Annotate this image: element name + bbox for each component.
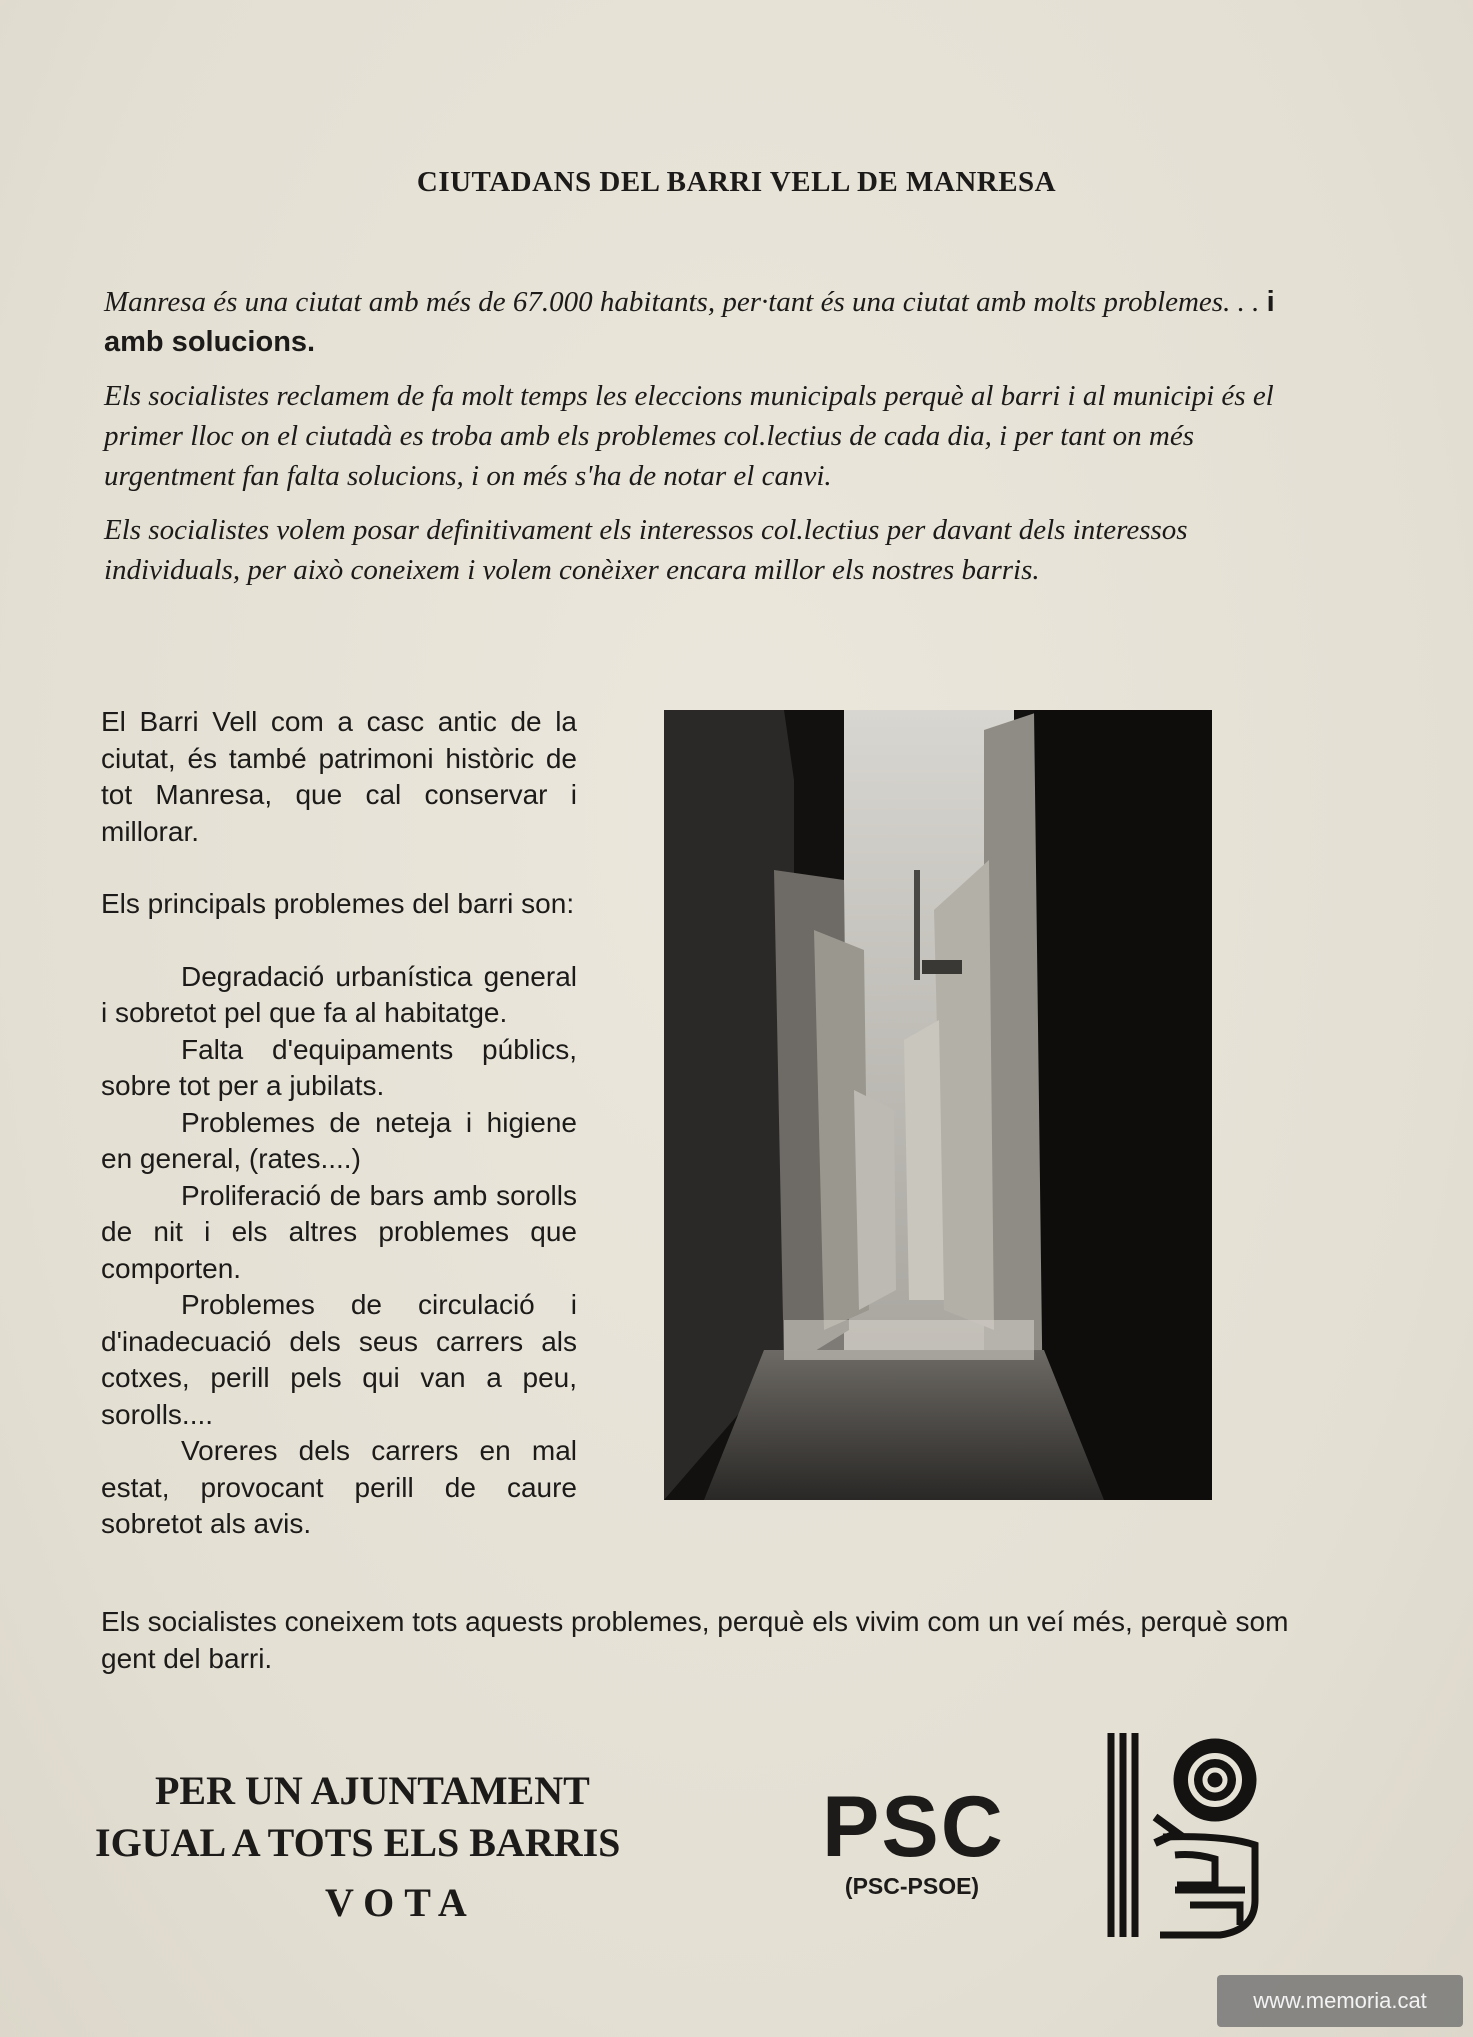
intro-paragraph-1-bold: i amb solucions.: [104, 286, 1275, 358]
party-wordmark: [822, 1779, 1005, 1900]
problem-item: Problemes de neteja i higiene en general, (rates....): [101, 1106, 577, 1174]
problem-item: Proliferació de bars amb sorolls de nit i els altres problemes que comporten.: [101, 1179, 577, 1284]
page-title: CIUTADANS DEL BARRI VELL DE MANRESA: [416, 166, 1057, 198]
problem-item: Falta d'equipaments públics, sobre tot per a jubilats.: [101, 1033, 577, 1101]
narrow-street-image: [664, 710, 1212, 1500]
street-photo: [664, 710, 1212, 1500]
intro-paragraph-2: Els socialistes reclamem de fa molt temps les eleccions municipals perquè al barri i al municipi és el primer lloc on el ciutadà es troba amb els problemes col.lectius de cada dia, i per tant on més urgentment fan falta solucions, i on més s'ha de notar el canvi.: [104, 380, 1274, 492]
slogan-line-1: PER UN AJUNTAMENT: [155, 1768, 590, 1813]
problem-item: Problemes de circulació i d'inadecuació dels seus carrers als cotxes, perill pels qui van a peu, sorolls....: [101, 1289, 577, 1430]
slogan-line-2: IGUAL A TOTS ELS BARRIS: [95, 1820, 621, 1865]
intro-paragraph-1-text: Manresa és una ciutat amb més de 67.000 habitants, per·tant és una ciutat amb molts problemes. . .: [104, 286, 1267, 318]
party-name: PSC: [822, 1779, 1005, 1875]
fist-and-rose-logo-icon: [1105, 1725, 1277, 1945]
problem-item: Degradació urbanística general i sobretot pel que fa al habitatge.: [101, 960, 577, 1028]
problem-item: Voreres dels carrers en mal estat, provocant perill de caure sobretot als avis.: [101, 1435, 577, 1539]
intro-section: [104, 282, 1296, 604]
party-subtitle: (PSC-PSOE): [844, 1873, 980, 1899]
intro-paragraph-3: Els socialistes volem posar definitivament els interessos col.lectius per davant dels interessos individuals, per això coneixem i volem conèixer encara millor els nostres barris.: [104, 514, 1188, 586]
slogan: [95, 1765, 735, 1929]
closing-paragraph: Els socialistes coneixem tots aquests problemes, perquè els vivim com un veí més, perquè som gent del barri.: [101, 1606, 1289, 1674]
intro-paragraph-1: [104, 282, 1296, 362]
watermark-badge: www.memoria.cat: [1217, 1975, 1463, 2027]
heritage-paragraph: El Barri Vell com a casc antic de la ciutat, és també patrimoni històric de tot Manresa, que cal conservar i millorar.: [101, 706, 577, 847]
slogan-line-3: VOTA: [325, 1880, 477, 1925]
problems-heading: Els principals problemes del barri son:: [101, 888, 575, 919]
left-column: [101, 704, 577, 1543]
